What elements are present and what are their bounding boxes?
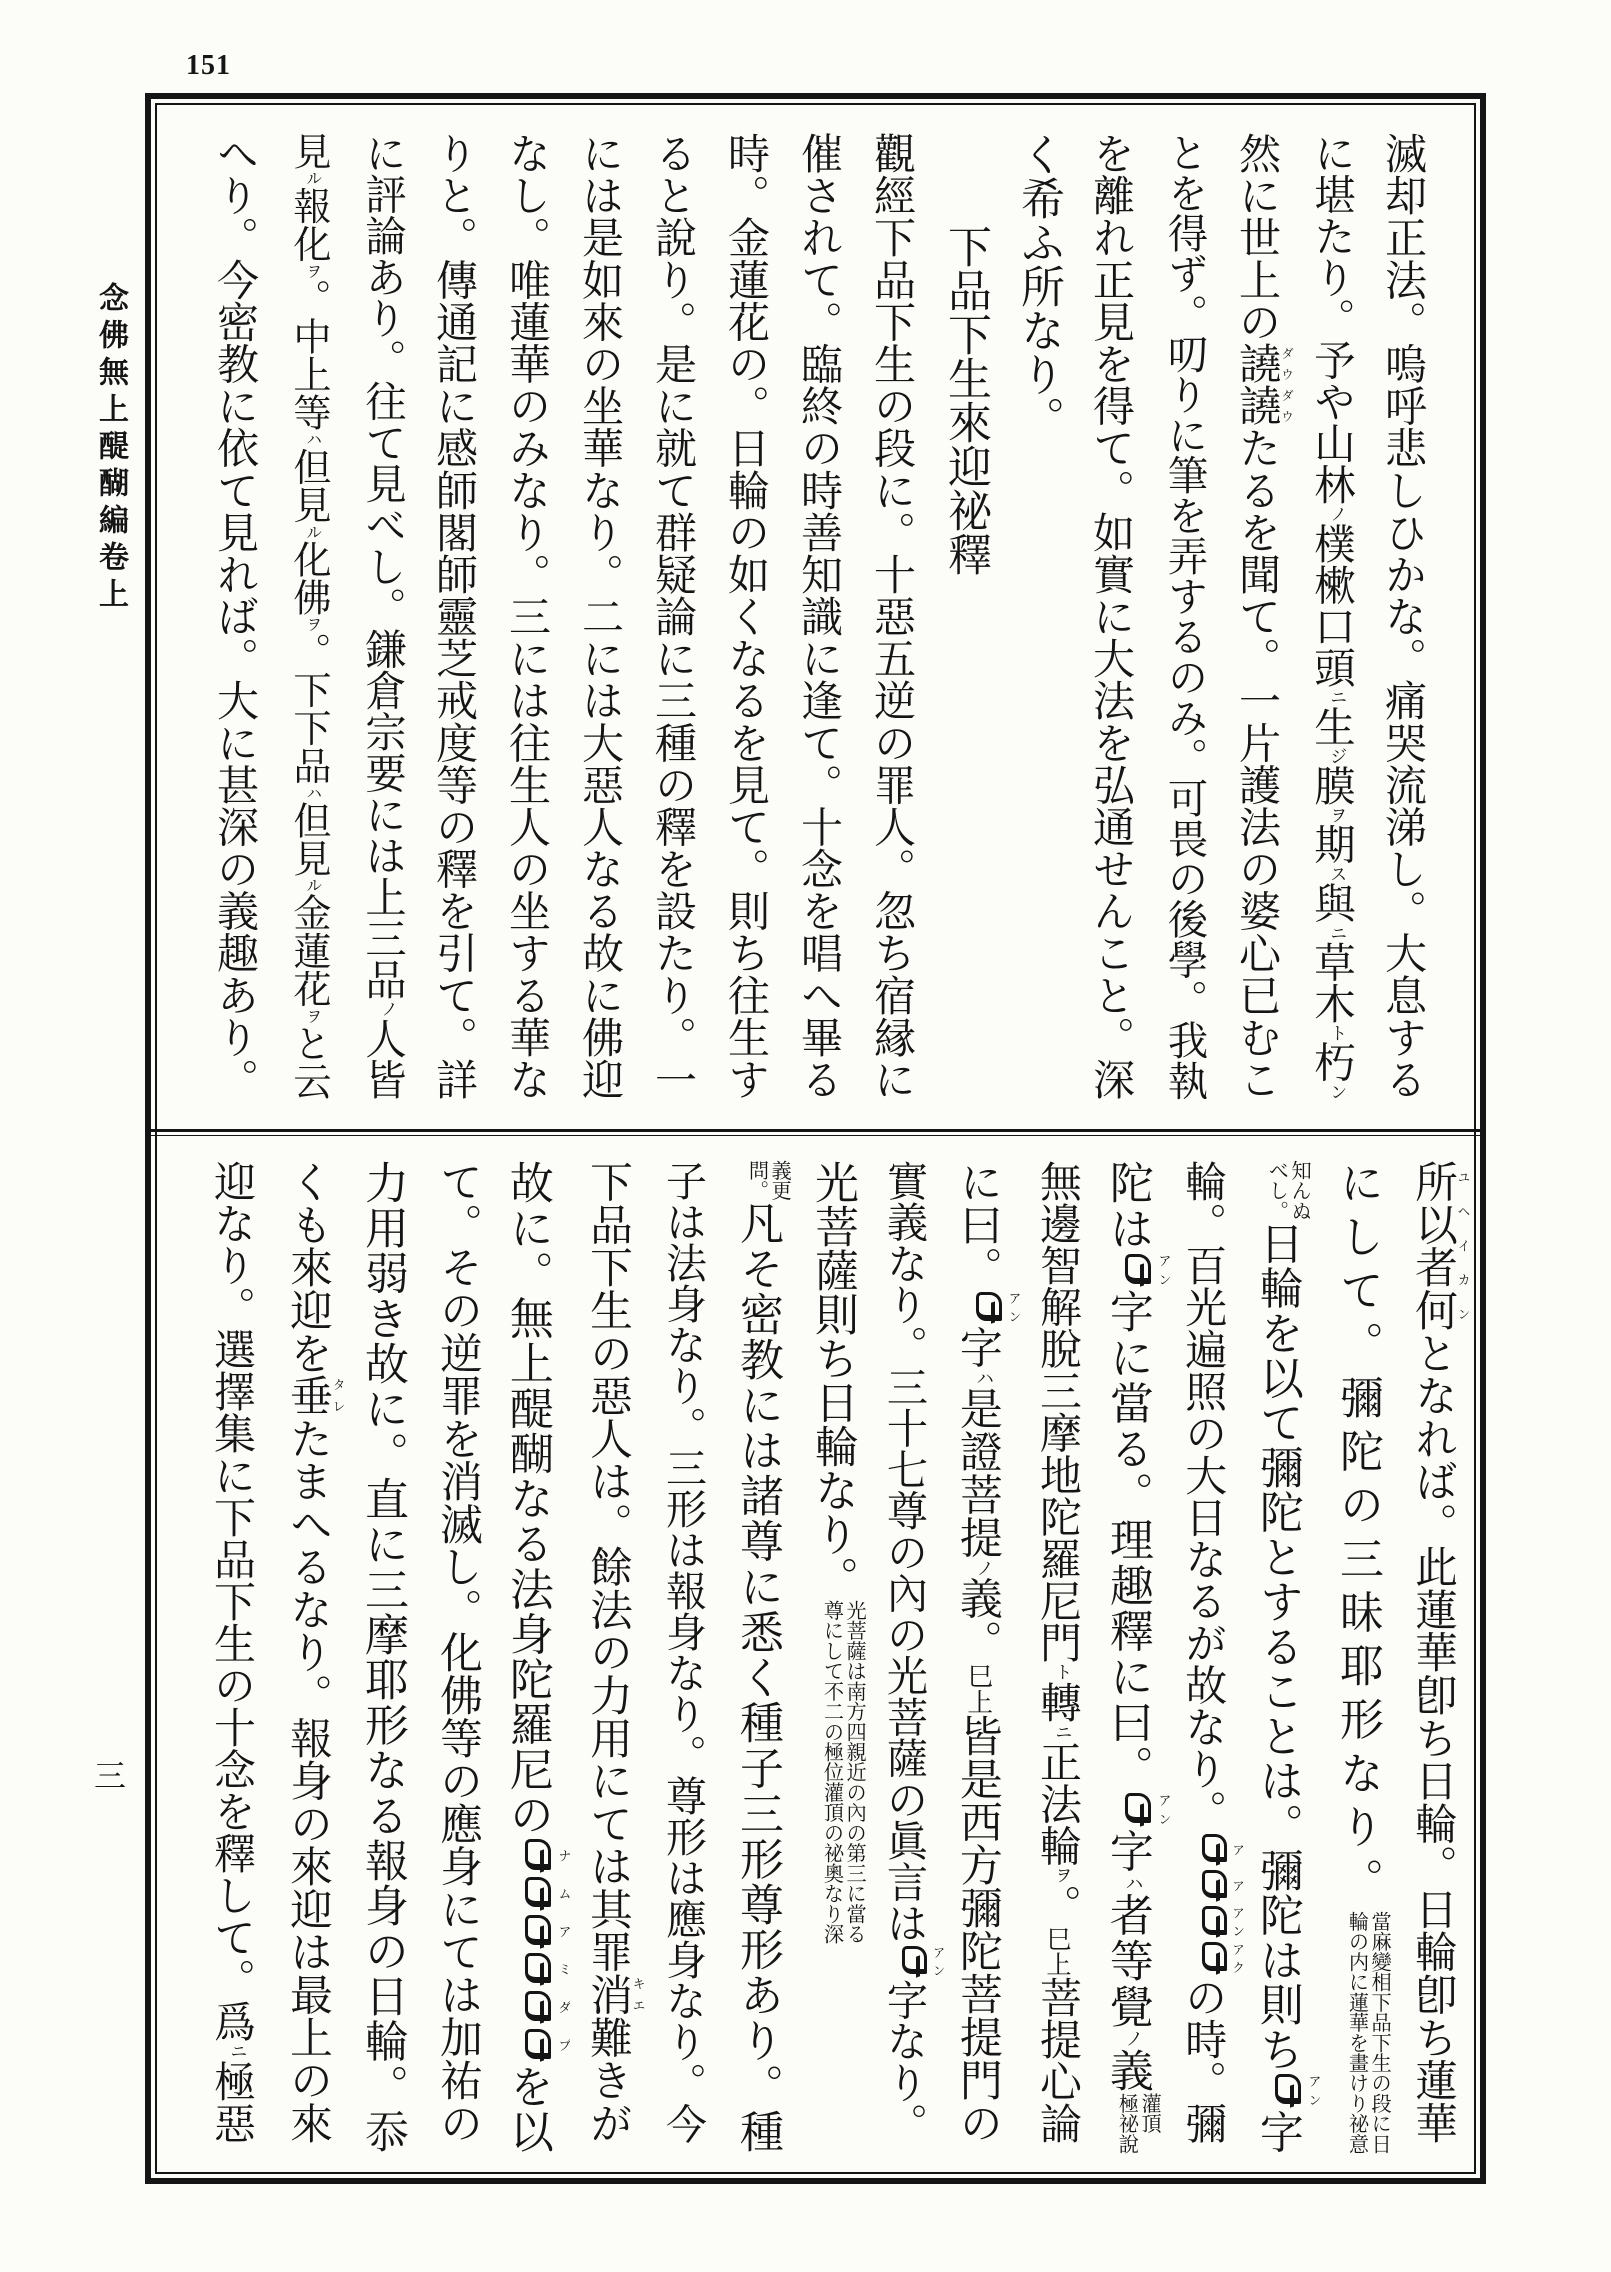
furigana-reading: キエ xyxy=(629,1972,645,2016)
text-run: くも來迎を xyxy=(283,1160,333,1374)
text-run: となれば。此蓮華卽ち日輪。日輪卽ち蓮華 xyxy=(1408,1331,1458,2144)
text-run: に曰。 xyxy=(952,1160,1003,1289)
folio-number: 三 xyxy=(93,1757,126,1795)
text-run: て。その逆罪を消滅し。化佛等の應身にては加祐の xyxy=(433,1160,483,2144)
siddham-glyph xyxy=(521,2026,556,2064)
text-run: 日輪を以て彌陀とすることは。彌陀は則ち xyxy=(1251,1220,1303,2072)
column-text xyxy=(880,1160,945,2144)
text-run: にして。彌陀の三昧耶形なり。 xyxy=(1332,1160,1383,1912)
text-column xyxy=(870,1160,945,2154)
siddham-reading: ダ xyxy=(555,1988,570,2026)
text-column xyxy=(345,1160,420,2154)
text-column xyxy=(1095,1160,1170,2154)
kunten-mark: ト xyxy=(1326,1023,1347,1042)
text-run: 輪。百光遍照の大日なるが故なり。 xyxy=(1179,1160,1229,1832)
text-run: へり。今密教に依て見れば。大に甚深の義趣あり。 xyxy=(211,132,260,1101)
siddham-ruby xyxy=(1102,1790,1170,1829)
siddham-ruby xyxy=(502,2025,570,2064)
siddham-glyph xyxy=(521,1950,556,1988)
ruby-base: 所以者何 xyxy=(1408,1160,1458,1332)
kunten-mark: ノ xyxy=(377,1000,398,1018)
kunten-mark: ノ xyxy=(973,1558,995,1577)
warichu-note xyxy=(1266,1160,1311,1221)
text-run: 草木 xyxy=(1307,940,1355,1024)
text-run: 是證菩提 xyxy=(952,1386,1003,1559)
furigana-ruby xyxy=(1233,342,1294,427)
siddham-glyph xyxy=(1197,1832,1231,1868)
siddham-glyph xyxy=(898,1944,931,1979)
text-column xyxy=(645,1160,720,2154)
siddham-ruby xyxy=(1179,1903,1245,1940)
text-column xyxy=(783,132,856,1110)
kunten-mark: ニ xyxy=(227,2042,248,2060)
ruby-base: 譊譊 xyxy=(1233,342,1282,427)
siddham-ruby xyxy=(502,1874,570,1913)
column-text xyxy=(722,132,771,1100)
text-run: 人皆 xyxy=(358,1017,406,1101)
text-run: を離れ正見を得て。如實に大法を弘通せんこと。深 xyxy=(1087,132,1136,1101)
column-text xyxy=(1251,1160,1320,2154)
furigana-reading: ユヘイカン xyxy=(1454,1160,1470,1332)
text-run: たるを聞て。一片護法の婆心已むこ xyxy=(1233,426,1282,1101)
text-column xyxy=(1320,1160,1395,2154)
text-run: 皆是西方彌陀菩提門の xyxy=(952,1714,1003,2145)
text-run: 。中上等 xyxy=(286,278,330,432)
column-text xyxy=(732,1160,793,2154)
siddham-ruby xyxy=(502,1950,570,1989)
text-run: 字 xyxy=(1251,2109,1303,2154)
warichu-line: 義更 xyxy=(768,1160,793,1201)
warichu-line: 光菩薩は南方四親近の內の第三に當る xyxy=(843,1600,868,1945)
text-run: 見 xyxy=(286,132,330,171)
siddham-glyph xyxy=(521,1837,556,1875)
siddham-reading: ム xyxy=(555,1874,570,1913)
column-text xyxy=(659,1160,707,2144)
column-text xyxy=(1307,132,1355,1100)
kunten-mark: ル xyxy=(303,877,323,894)
column-text xyxy=(1087,132,1136,1100)
warichu-line: 當麻變相下品下生の段に日 xyxy=(1368,1911,1393,2154)
kunten-mark: ヲ xyxy=(303,262,323,279)
furigana-ruby xyxy=(283,1373,345,1417)
siddham-reading: アク xyxy=(1230,1939,1245,1977)
text-run: には是如來の坐華なり。二には大惡人なる故に佛迎 xyxy=(576,132,625,1101)
siddham-reading: アン xyxy=(1005,1288,1020,1326)
siddham-glyph xyxy=(521,1912,556,1950)
kunten-mark: ン xyxy=(1326,1082,1347,1101)
text-column xyxy=(1294,132,1367,1110)
siddham-ruby xyxy=(1102,1251,1170,1289)
furigana-reading: タレ xyxy=(329,1373,345,1417)
text-column xyxy=(1170,1160,1245,2154)
column-text xyxy=(952,1160,1020,2145)
text-run: 朽 xyxy=(1307,1041,1355,1083)
column-text xyxy=(503,132,552,1100)
text-run: 實義なり。三十七尊の內の光菩薩の眞言は xyxy=(880,1160,928,1944)
siddham-reading: ア xyxy=(555,1912,570,1951)
text-run: に評論あり。往て見べし。鎌倉宗要には上三品 xyxy=(358,132,406,1001)
siddham-reading: ミ xyxy=(555,1950,570,1989)
text-run: 時。金蓮花の。日輪の如くなるを見て。則ち往生す xyxy=(722,132,771,1101)
siddham-reading: アン xyxy=(1155,1251,1170,1289)
siddham-ruby xyxy=(1179,1939,1245,1977)
small-note: 巳上 xyxy=(962,1662,993,1715)
text-column xyxy=(345,132,418,1110)
kunten-mark: ニ xyxy=(1052,1722,1073,1741)
text-run: 字なり。 xyxy=(880,1979,928,2144)
column-text xyxy=(1179,1160,1245,2144)
column-text xyxy=(283,1160,345,2144)
siddham-glyph xyxy=(1121,1251,1156,1289)
kunten-mark: ニ xyxy=(1326,688,1347,706)
text-column xyxy=(945,1160,1020,2154)
text-column xyxy=(199,132,272,1110)
text-run: 觀經下品下生の段に。十惡五逆の罪人。忽ち宿縁に xyxy=(868,132,917,1101)
text-run: 難きが xyxy=(583,2015,633,2144)
text-column xyxy=(710,132,783,1110)
column-text xyxy=(430,132,479,1100)
siddham-reading: ア xyxy=(1230,1831,1245,1868)
text-run: を以 xyxy=(501,2063,553,2154)
text-run: く希ふ所なり。 xyxy=(1013,132,1064,440)
warichu-note xyxy=(1346,1911,1391,2154)
text-run: と云 xyxy=(286,1023,330,1101)
furigana-reading: ダウダウ xyxy=(1279,342,1294,427)
kunten-mark: ハ xyxy=(303,431,323,448)
siddham-glyph xyxy=(1197,1868,1231,1904)
siddham-glyph xyxy=(1121,1791,1156,1829)
small-note: 巳上 xyxy=(1043,1925,1072,1977)
text-column xyxy=(1245,1160,1320,2154)
siddham-ruby xyxy=(1179,1831,1245,1868)
siddham-reading: アン xyxy=(1230,1903,1245,1940)
siddham-reading: ナ xyxy=(555,1836,570,1875)
column-text xyxy=(795,132,844,1100)
furigana-ruby xyxy=(1408,1160,1470,1332)
warichu-note xyxy=(746,1160,791,1200)
text-run: 與 xyxy=(1307,882,1355,924)
siddham-ruby xyxy=(1252,2071,1320,2110)
text-run: 。 xyxy=(1033,1883,1082,1926)
kunten-mark: ハ xyxy=(303,784,323,801)
text-column xyxy=(195,1160,270,2154)
column-text xyxy=(583,1160,645,2144)
kunten-mark: ハ xyxy=(973,1368,995,1387)
column-text xyxy=(433,1160,483,2144)
warichu-line: 問。 xyxy=(745,1160,770,1201)
text-column xyxy=(420,1160,495,2154)
upper-text-block xyxy=(197,132,1440,1110)
warichu-line: 灌頂 xyxy=(1138,2093,1163,2134)
ruby-base: 消 xyxy=(583,1972,633,2016)
column-text xyxy=(807,1160,868,1945)
column-text xyxy=(501,1160,570,2154)
siddham-ruby xyxy=(502,1912,570,1951)
text-run: 下品下生來迎祕釋 xyxy=(940,224,991,577)
kunten-mark: ヲ xyxy=(303,1007,323,1024)
text-run: 但見 xyxy=(286,447,330,524)
text-run: ると說り。是に就て群疑論に三種の釋を設たり。一 xyxy=(649,132,698,1101)
text-run: 金蓮花 xyxy=(286,893,330,1008)
text-run: 下品下生の惡人は。餘法の力用にては其罪 xyxy=(583,1160,633,1973)
text-run: 催されて。臨終の時善知識に逢て。十念を唱へ畢る xyxy=(795,132,844,1101)
kunten-mark: ヲ xyxy=(303,616,323,633)
column-text xyxy=(1332,1160,1393,2154)
siddham-glyph xyxy=(972,1289,1006,1326)
text-column xyxy=(795,1160,870,2154)
text-run: 轉 xyxy=(1033,1680,1082,1723)
text-column xyxy=(272,132,345,1110)
column-text xyxy=(1379,132,1428,1100)
running-head: 念佛無上醍醐編卷上 xyxy=(93,282,128,615)
column-text xyxy=(1033,1160,1082,2144)
text-run: 者等覺 xyxy=(1101,1892,1153,2030)
siddham-ruby xyxy=(880,1943,945,1980)
warichu-line: べし。 xyxy=(1265,1160,1290,1221)
text-run: りと。傳通記に感師閣師靈芝戒度等の釋を引て。詳 xyxy=(430,132,479,1101)
text-column xyxy=(637,132,710,1110)
siddham-reading: アン xyxy=(1155,1790,1170,1829)
warichu-line: 輪の内に蓮華を畫けり祕意 xyxy=(1345,1911,1370,2154)
kunten-mark: ニ xyxy=(1326,923,1347,941)
text-run: 字 xyxy=(952,1325,1003,1369)
text-run: 滅却正法。嗚呼悲しひかな。痛哭流涕し。大息する xyxy=(1379,132,1428,1101)
text-run: 力用弱き故に。直に三摩耶形なる報身の日輪。忝 xyxy=(357,1160,408,2154)
warichu-line: 極祕說 xyxy=(1115,2093,1140,2154)
text-run: 凡そ密教には諸尊に悉く種子三形尊形あり。種 xyxy=(732,1200,783,2154)
text-run: 但見 xyxy=(286,800,330,878)
text-run: 字に當る。理趣釋に曰。 xyxy=(1101,1289,1153,1791)
column-text xyxy=(576,132,625,1100)
text-run: 然に世上の xyxy=(1233,132,1282,343)
column-text xyxy=(357,1160,408,2154)
text-run: 極惡 xyxy=(208,2059,257,2144)
column-text xyxy=(1408,1160,1470,2144)
text-column xyxy=(564,132,637,1110)
siddham-reading: アン xyxy=(1305,2071,1320,2110)
siddham-glyph xyxy=(1271,2071,1306,2109)
text-column xyxy=(570,1160,645,2154)
kunten-mark: ヲ xyxy=(1052,1866,1073,1884)
text-run: 字 xyxy=(1101,1828,1153,1874)
section-heading xyxy=(929,132,1002,1110)
text-run: 報化 xyxy=(286,186,330,263)
text-run: なし。唯蓮華のみなり。三には往生人の坐する華な xyxy=(503,132,552,1101)
text-column xyxy=(856,132,929,1110)
text-column xyxy=(1395,1160,1470,2154)
text-run: 迎なり。選擇集に下品下生の十念を釋して。爲 xyxy=(208,1160,257,2043)
kunten-mark: ハ xyxy=(1122,1873,1144,1893)
text-run: 期 xyxy=(1307,823,1355,865)
text-column xyxy=(418,132,491,1110)
text-run: 化佛 xyxy=(286,539,330,617)
text-run: 光菩薩則ち日輪なり。 xyxy=(807,1160,858,1600)
text-column xyxy=(720,1160,795,2154)
text-run: 。下下品 xyxy=(286,632,330,785)
text-column xyxy=(1002,132,1075,1110)
kunten-mark: ノ xyxy=(1326,504,1347,523)
column-text xyxy=(208,1160,257,2144)
siddham-reading: ア xyxy=(1230,1867,1245,1904)
divider-rule xyxy=(145,1129,1486,1136)
text-run: の時。彌 xyxy=(1179,1976,1229,2144)
column-text xyxy=(1101,1160,1170,2154)
text-run: 義。 xyxy=(952,1576,1003,1663)
warichu-line: 知んぬ xyxy=(1288,1160,1313,1221)
kunten-mark: ル xyxy=(303,170,323,187)
kunten-mark: ジ xyxy=(1326,747,1347,765)
text-run: 菩提心論 xyxy=(1033,1976,1082,2144)
text-run: とを得ず。叨りに筆を弄するのみ。可畏の後學。我執 xyxy=(1161,132,1208,1101)
kunten-mark: ス xyxy=(1326,864,1347,883)
text-run: 樸樕口頭 xyxy=(1307,522,1355,689)
siddham-glyph xyxy=(1197,1940,1231,1976)
furigana-ruby xyxy=(583,1972,645,2016)
kunten-mark: ノ xyxy=(1122,2029,1144,2048)
text-column xyxy=(1148,132,1221,1110)
text-run: 無邊智解脫三摩地陀羅尼門 xyxy=(1033,1160,1082,1664)
text-column xyxy=(1020,1160,1095,2154)
column-text xyxy=(1233,132,1294,1101)
text-run: 陀は xyxy=(1101,1160,1153,1252)
siddham-glyph xyxy=(521,1875,556,1913)
warichu-line: 尊にして不二の極位灌頂の祕奧なり深 xyxy=(820,1600,845,1945)
column-text xyxy=(358,132,406,1100)
text-run: 子は法身なり。三形は報身なり。尊形は應身なり。今 xyxy=(659,1160,707,2144)
text-run: 膜 xyxy=(1307,764,1355,806)
text-column xyxy=(270,1160,345,2154)
lower-text-block xyxy=(195,1160,1470,2154)
text-run: 正法輪 xyxy=(1033,1740,1082,1867)
text-column xyxy=(1221,132,1294,1110)
kunten-mark: ト xyxy=(1052,1663,1073,1681)
siddham-ruby xyxy=(953,1288,1020,1326)
ruby-base: 垂 xyxy=(283,1373,333,1417)
text-column xyxy=(1367,132,1440,1110)
kunten-mark: ル xyxy=(303,523,323,540)
text-run: に堪たり。予や山林 xyxy=(1307,132,1355,505)
siddham-glyph xyxy=(521,1988,556,2026)
siddham-ruby xyxy=(502,1988,570,2026)
siddham-ruby xyxy=(502,1836,570,1875)
column-text xyxy=(286,132,330,1100)
text-column xyxy=(1075,132,1148,1110)
text-run: たまへるなり。報身の來迎は最上の來 xyxy=(283,1416,333,2144)
siddham-glyph xyxy=(1197,1904,1231,1940)
column-text xyxy=(1161,132,1208,1100)
siddham-reading: アン xyxy=(931,1943,945,1980)
kunten-mark: ヲ xyxy=(1326,805,1347,824)
text-column xyxy=(491,132,564,1110)
siddham-ruby xyxy=(1179,1867,1245,1904)
column-text xyxy=(211,132,260,1100)
column-text xyxy=(1013,132,1064,440)
warichu-note xyxy=(821,1600,866,1944)
column-text xyxy=(868,132,917,1100)
text-run: 義 xyxy=(1101,2047,1153,2094)
siddham-reading: ブ xyxy=(555,2025,570,2064)
text-run: 故に。無上醍醐なる法身陀羅尼の xyxy=(501,1160,553,1837)
page-number: 151 xyxy=(186,50,231,81)
text-column xyxy=(495,1160,570,2154)
column-text xyxy=(940,224,991,576)
text-run: 生 xyxy=(1307,705,1355,747)
warichu-note xyxy=(1116,2093,1161,2154)
column-text xyxy=(649,132,698,1100)
